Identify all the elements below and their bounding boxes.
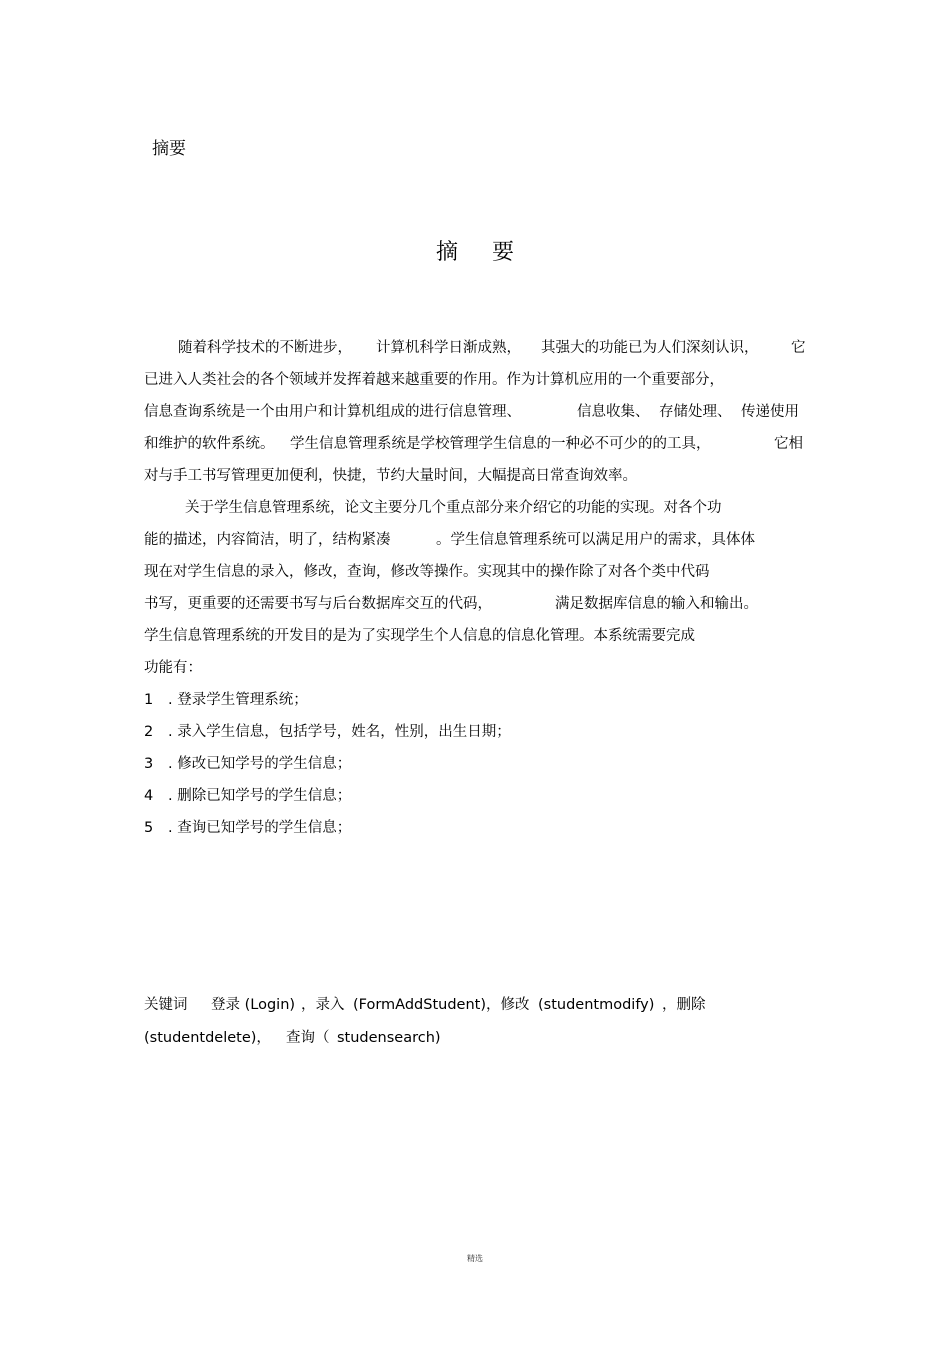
page-title <box>0 238 950 268</box>
keyword-sep-3: ，删除 <box>662 997 706 1013</box>
list-item-text: . 查询已知学号的学生信息； <box>168 820 352 836</box>
p1-line-1-seg-1: 随着科学技术的不断进步， <box>178 340 352 356</box>
p1-line-4-seg-3: 它相 <box>774 436 803 452</box>
p1-line-5: 对与手工书写管理更加便利，快捷，节约大量时间，大幅提高日常查询效率。 <box>144 468 637 484</box>
p2-line-5: 学生信息管理系统的开发目的是为了实现学生个人信息的信息化管理。本系统需要完成 <box>144 628 695 644</box>
list-item-text: . 删除已知学号的学生信息； <box>168 788 352 804</box>
p1-line-2: 已进入人类社会的各个领域并发挥着越来越重要的作用。作为计算机应用的一个重要部分， <box>144 372 724 388</box>
p2-line-4-seg-2: 满足数据库信息的输入和输出。 <box>555 596 758 612</box>
keyword-studensearch: studensearch) <box>337 1030 441 1046</box>
list-item <box>144 690 308 710</box>
title-part-2: 要 <box>492 240 515 265</box>
p1-line-1-seg-4: 它 <box>791 340 806 356</box>
p1-line-1-seg-3: 其强大的功能已为人们深刻认识， <box>541 340 759 356</box>
keyword-sep-2: ，修改 <box>486 997 530 1013</box>
keyword-query-label: 查询（ <box>286 1030 330 1046</box>
keyword-formaddstudent: (FormAddStudent) <box>353 997 486 1013</box>
p1-line-1-seg-2: 计算机科学日渐成熟， <box>376 340 521 356</box>
p1-line-4-seg-2: 学生信息管理系统是学校管理学生信息的一种必不可少的的工具， <box>290 436 711 452</box>
keyword-studentdelete: (studentdelete)， <box>144 1030 271 1046</box>
p2-line-6: 功能有： <box>144 660 202 676</box>
p2-line-2-seg-1: 能的描述，内容简洁，明了，结构紧凑 <box>144 532 391 548</box>
p1-line-3-seg-1: 信息查询系统是一个由用户和计算机组成的进行信息管理、 <box>144 404 521 420</box>
list-item <box>144 722 511 742</box>
keyword-sep-1: ，录入 <box>301 997 345 1013</box>
list-item-text: . 修改已知学号的学生信息； <box>168 756 352 772</box>
list-item-number: 4 <box>144 788 154 804</box>
running-header: 摘要 <box>152 139 186 159</box>
p2-line-2-seg-2: 。学生信息管理系统可以满足用户的需求，具体体 <box>436 532 755 548</box>
list-item-number: 3 <box>144 756 154 772</box>
list-item-number: 1 <box>144 692 154 708</box>
title-part-1: 摘 <box>435 240 458 265</box>
list-item-text: . 录入学生信息，包括学号，姓名，性别，出生日期； <box>168 724 511 740</box>
keyword-login: 登录 (Login) <box>211 997 296 1013</box>
p2-line-3: 现在对学生信息的录入，修改，查询，修改等操作。实现其中的操作除了对各个类中代码 <box>144 564 710 580</box>
list-item-number: 5 <box>144 820 154 836</box>
list-item-text: . 登录学生管理系统； <box>168 692 308 708</box>
p2-line-4-seg-1: 书写，更重要的还需要书写与后台数据库交互的代码， <box>144 596 492 612</box>
p1-line-3-seg-4: 传递使用 <box>741 404 799 420</box>
keywords-label: 关键词 <box>144 997 188 1013</box>
list-item-number: 2 <box>144 724 154 740</box>
list-item <box>144 754 351 774</box>
list-item <box>144 818 351 838</box>
p1-line-3-seg-2: 信息收集、 <box>577 404 650 420</box>
page-footer: 精选 <box>467 1254 483 1263</box>
p1-line-4-seg-1: 和维护的软件系统。 <box>144 436 275 452</box>
list-item <box>144 786 351 806</box>
p2-line-1: 关于学生信息管理系统，论文主要分几个重点部分来介绍它的功能的实现。对各个功 <box>185 500 722 516</box>
keyword-studentmodify: (studentmodify) <box>538 997 655 1013</box>
p1-line-3-seg-3: 存储处理、 <box>659 404 732 420</box>
